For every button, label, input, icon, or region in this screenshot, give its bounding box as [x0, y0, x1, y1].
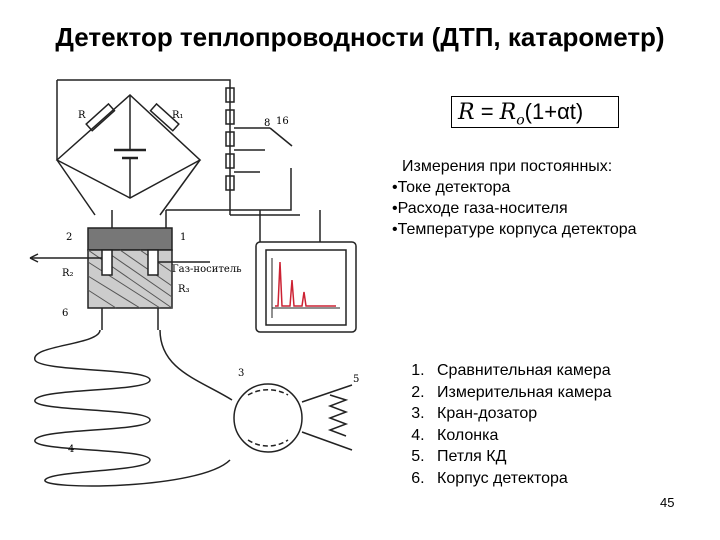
label-8: 8 [264, 118, 271, 129]
formula-rhs: (1+αt) [524, 99, 584, 124]
legend-item: 6. Корпус детектора [429, 468, 697, 490]
conditions-item: • Расходе газа-носителя [392, 198, 692, 219]
legend-list [397, 360, 697, 489]
detector-block-top [88, 228, 172, 250]
recorder [256, 242, 356, 332]
label-2: 2 [66, 232, 73, 243]
label-3: 3 [238, 368, 245, 379]
resistor-r [86, 104, 114, 131]
legend-item: 4. Колонка [429, 425, 697, 447]
measurement-conditions [392, 156, 692, 240]
legend-item: 2. Измерительная камера [429, 382, 697, 404]
conditions-heading: Измерения при постоянных: [402, 158, 613, 175]
chromatogram-trace [275, 262, 336, 306]
switch-arm [270, 128, 292, 146]
legend-item: 3. Кран-дозатор [429, 403, 697, 425]
component-legend [397, 360, 697, 489]
legend-item: 1. Сравнительная камера [429, 360, 697, 382]
label-r2: R₂ [62, 268, 74, 279]
switch-wire [166, 168, 291, 210]
legend-item: 5. Петля КД [429, 446, 697, 468]
formula-equals: = [474, 99, 500, 124]
label-5: 5 [353, 374, 360, 385]
conditions-item: • Токе детектора [392, 177, 692, 198]
resistance-formula [451, 96, 619, 128]
formula-base: R [499, 100, 517, 125]
label-1: 1 [180, 232, 187, 243]
formula-lhs: R [458, 100, 475, 125]
dosing-loop [330, 395, 346, 436]
conditions-item: • Температуре корпуса детектора [392, 219, 692, 240]
label-r1: R₁ [172, 110, 184, 121]
column-coil [35, 330, 230, 486]
top-wire [57, 80, 230, 215]
label-r3: R₃ [178, 284, 190, 295]
label-16: 16 [276, 116, 289, 127]
label-r: R [78, 110, 86, 121]
dosing-valve [234, 384, 302, 452]
label-4: 4 [68, 444, 75, 455]
label-6: 6 [62, 308, 69, 319]
conditions-list [392, 177, 692, 240]
formula-sub: o [516, 112, 525, 129]
slide-number: 45 [660, 495, 675, 510]
label-carrier-gas: Газ-носитель [172, 264, 242, 275]
slide-title: Детектор теплопроводности (ДТП, катарометр) [55, 22, 665, 52]
